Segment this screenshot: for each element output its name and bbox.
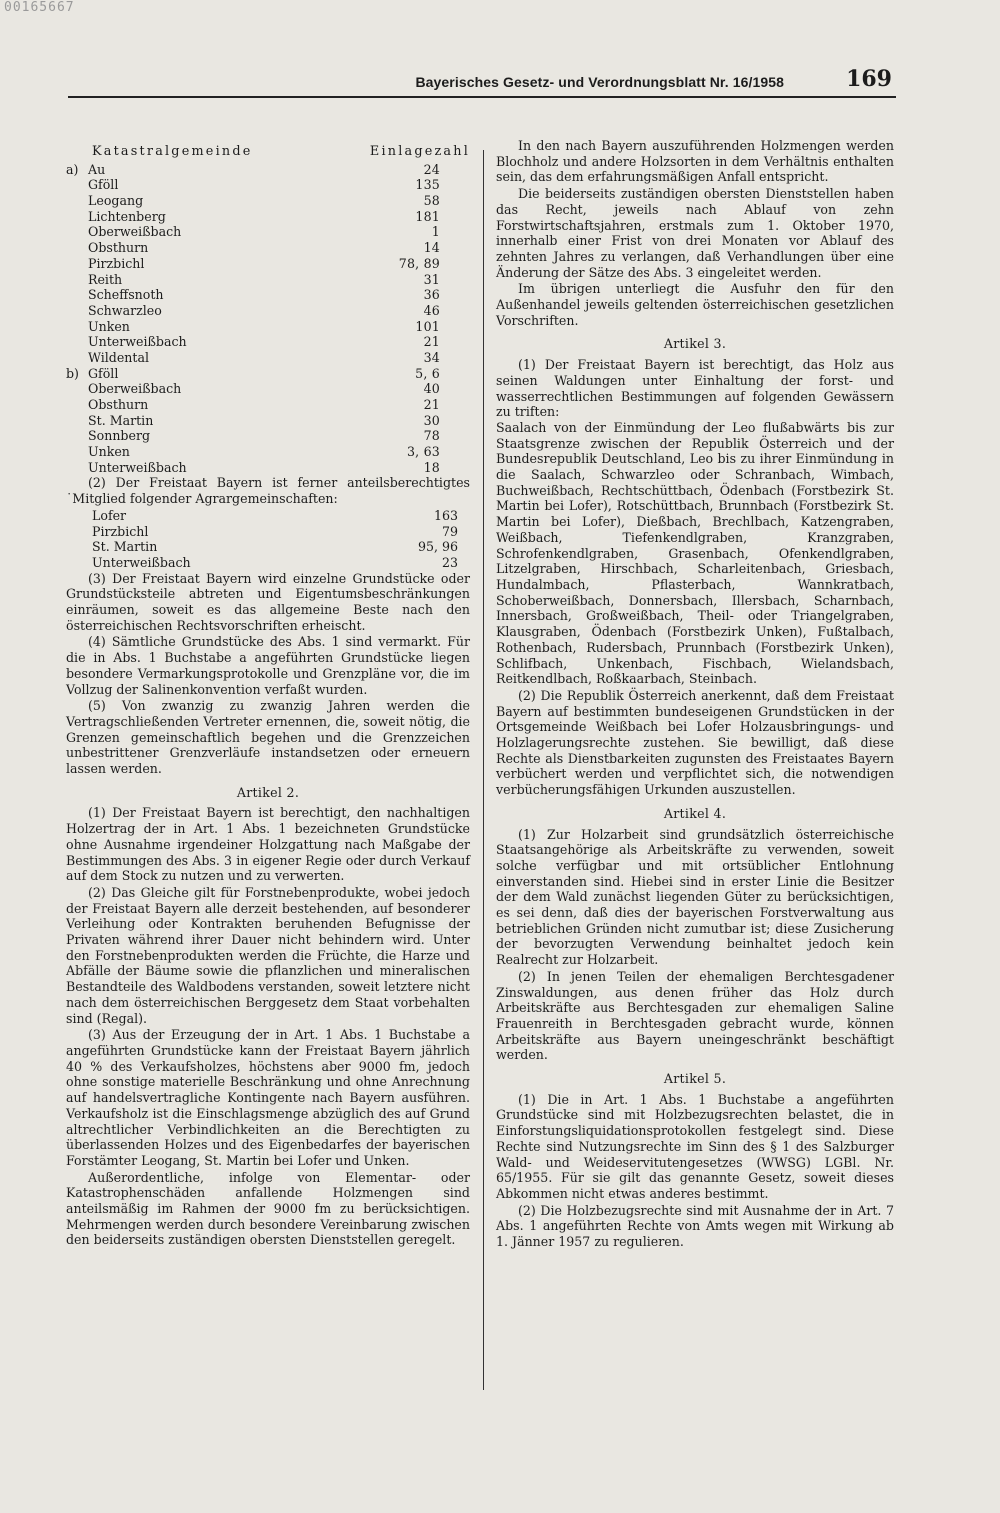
header-einlagezahl: Einlagezahl	[369, 144, 470, 159]
table-row	[66, 397, 470, 413]
katastralgemeinde-name: Pirzbichl	[88, 255, 145, 271]
article-5-heading: Artikel 5.	[663, 1071, 727, 1087]
katastralgemeinde-name: Gföll	[88, 177, 119, 193]
agrargemeinschaft-name: St. Martin	[92, 539, 158, 555]
katastral-table-header	[66, 144, 470, 160]
page-number: 169	[846, 66, 892, 92]
einlagezahl-value: 36	[423, 287, 440, 303]
article-4-heading: Artikel 4.	[663, 805, 727, 821]
agrargemeinschaft-name: Pirzbichl	[92, 523, 149, 539]
table-row	[66, 444, 470, 460]
article-2-heading: Artikel 2.	[236, 784, 300, 800]
table-row	[66, 381, 470, 397]
einlagezahl-value: 46	[423, 302, 440, 318]
row-label	[66, 319, 88, 335]
row-label	[66, 397, 88, 413]
paragraph-3: (3) Der Freistaat Bayern wird einzelne Grundstücke oder Grundstücksteile abtreten und Eigentumsbeschränkungen einräumen, soweit es das allgemeine Beste nach den österreichischen Rechtsvorschriften erheischt.	[66, 570, 470, 633]
article-2-paragraph-3: (3) Aus der Erzeugung der in Art. 1 Abs. 1 Buchstabe a angeführten Grundstücke kann der Freistaat Bayern jährlich 40 % des Verkaufsholzes, höchstens aber 9000 fm, jedoch ohne sonstige materielle Beschränkung und ohne Anrechnung auf handelsvertragliche Kontingente nach Bayern ausführen. Verkaufsholz ist die Einschlagsmenge abzüglich des auf Grund altrechtlicher Verbindlichkeiten an die Berechtigten zu überlassenden Holzes und des Eigenbedarfes der bayerischen Forstämter Leogang, St. Martin bei Lofer und Unken.	[66, 1027, 470, 1168]
row-label	[66, 240, 88, 256]
row-label	[66, 428, 88, 444]
katastralgemeinde-name: St. Martin	[88, 412, 154, 428]
row-label: a)	[66, 161, 79, 177]
row-label	[66, 193, 88, 209]
paragraph-4: (4) Sämtliche Grundstücke des Abs. 1 sind vermarkt. Für die in Abs. 1 Buchstabe a angeführten Grundstücke liegen besondere Vermarkungsprotokolle und Grenzpläne vor, die im Vollzug der Salinenkonvention verfaßt wurden.	[66, 634, 470, 697]
katastralgemeinde-name: Unterweißbach	[88, 459, 187, 475]
einlagezahl-value: 58	[423, 193, 440, 209]
row-label: b)	[66, 365, 79, 381]
agrargemeinschaft-value: 79	[441, 523, 458, 539]
list-item	[66, 508, 470, 524]
einlagezahl-value: 34	[423, 349, 440, 365]
table-row	[66, 350, 470, 366]
table-row	[66, 334, 470, 350]
table-row	[66, 428, 470, 444]
row-label	[66, 256, 88, 272]
einlagezahl-value: 5, 6	[415, 365, 440, 381]
archive-number: 00165667	[4, 0, 75, 15]
column-divider	[483, 150, 484, 1390]
article-2-paragraph-2: (2) Das Gleiche gilt für Forstnebenprodukte, wobei jedoch der Freistaat Bayern alle derzeit bestehenden, auf besonderer Verleihung oder Kontrakten beruhenden Befugnisse der Privaten während ihrer Dauer nicht behindern wird. Unter den Forstnebenprodukten werden die Früchte, die Harze und Abfälle der Bäume sowie die pflanzlichen und mineralischen Bestandteile des Waldbodens verstanden, soweit letztere nicht nach dem österreichischen Berggesetz dem Staat vorbehalten sind (Regal).	[66, 884, 470, 1026]
article-2-paragraph-4: Außerordentliche, infolge von Elementar- oder Katastrophenschäden anfallende Holzmengen sind anteilsmäßig im Rahmen der 9000 fm zu berücksichtigen. Mehrmengen werden durch besondere Vereinbarung zwischen den beiderseits zuständigen obersten Dienststellen geregelt.	[66, 1169, 470, 1248]
article-3-paragraph-1: (1) Der Freistaat Bayern ist berechtigt, das Holz aus seinen Waldungen unter Einhaltung der forst- und wasserrechtlichen Bestimmungen auf folgenden Gewässern zu triften:	[496, 357, 894, 420]
left-column	[66, 138, 470, 1249]
einlagezahl-value: 30	[423, 412, 440, 428]
paragraph-blochholz: In den nach Bayern auszuführenden Holzmengen werden Blochholz und andere Holzsorten in dem Verhältnis enthalten sein, das dem erfahrungsmäßigen Anfall entspricht.	[496, 138, 894, 185]
table-row	[66, 303, 470, 319]
table-row	[66, 319, 470, 335]
agrargemeinschaft-value: 163	[433, 507, 458, 523]
table-row	[66, 413, 470, 429]
katastralgemeinde-name: Obsthurn	[88, 240, 149, 256]
katastralgemeinde-name: Leogang	[88, 193, 144, 209]
row-label	[66, 287, 88, 303]
katastralgemeinde-name: Lichtenberg	[88, 208, 166, 224]
einlagezahl-value: 24	[423, 161, 440, 177]
einlagezahl-value: 14	[423, 240, 440, 256]
article-3-heading: Artikel 3.	[663, 336, 727, 352]
katastralgemeinde-name: Gföll	[88, 365, 119, 381]
article-5-paragraph-2: (2) Die Holzbezugsrechte sind mit Ausnahme der in Art. 7 Abs. 1 angeführten Rechte von Amts wegen mit Wirkung ab 1. Jänner 1957 zu regulieren.	[496, 1202, 894, 1250]
table-row	[66, 240, 470, 256]
table-row	[66, 209, 470, 225]
article-2-paragraph-1: (1) Der Freistaat Bayern ist berechtigt, den nachhaltigen Holzertrag der in Art. 1 Abs. 1 bezeichneten Grundstücke ohne Ausnahme irgendeiner Holzgattung nach Maßgabe der Bestimmungen des Abs. 3 in eigener Regie oder durch Verkauf auf dem Stock zu nutzen und zu verwerten.	[66, 805, 470, 884]
row-label	[66, 460, 88, 476]
article-3-paragraph-2: (2) Die Republik Österreich anerkennt, daß dem Freistaat Bayern auf bestimmten bundeseigenen Grundstücken in der Ortsgemeinde Weißbach bei Lofer Holzausbringungs- und Holzlagerungsrechte zustehen. Sie bewilligt, daß diese Rechte als Dienstbarkeiten zugunsten des Freistaates Bayern verbüchert werden und verpflichtet sich, die notwendigen verbücherungsfähigen Urkunden auszustellen.	[496, 687, 894, 798]
row-label	[66, 177, 88, 193]
einlagezahl-value: 78, 89	[398, 255, 440, 271]
einlagezahl-value: 135	[415, 177, 440, 193]
row-label	[66, 272, 88, 288]
katastralgemeinde-name: Obsthurn	[88, 397, 149, 413]
einlagezahl-value: 31	[423, 271, 440, 287]
katastralgemeinde-name: Schwarzleo	[88, 302, 162, 318]
einlagezahl-value: 181	[415, 208, 440, 224]
einlagezahl-value: 21	[423, 334, 440, 350]
katastralgemeinde-name: Sonnberg	[88, 428, 151, 444]
katastralgemeinde-name: Oberweißbach	[88, 224, 182, 240]
list-item	[66, 524, 470, 540]
paragraph-5: (5) Von zwanzig zu zwanzig Jahren werden die Vertragschließenden Vertreter ernennen, die, soweit nötig, die Grenzen gemeinschaftlich begehen und die Grenzzeichen unbestrittener Grenzverläufe instandsetzen oder erneuern lassen werden.	[66, 698, 470, 777]
row-label	[66, 381, 88, 397]
agrargemeinschaft-name: Lofer	[92, 507, 127, 523]
article-4-paragraph-1: (1) Zur Holzarbeit sind grundsätzlich österreichische Staatsangehörige als Arbeitskräfte zu verwenden, soweit solche verfügbar und mit ortsüblicher Entlohnung einverstanden sind. Hiebei sind in erster Linie die Besitzer der dem Wald zunächst liegenden Güter zu berücksichtigen, es sei denn, daß dies der bayerischen Forstverwaltung aus betrieblichen Gründen nicht zumutbar ist; diese Zusicherung der bevorzugten Verwendung beinhaltet jedoch kein Realrecht zur Holzarbeit.	[496, 826, 894, 968]
table-row	[66, 366, 470, 382]
einlagezahl-value: 101	[415, 318, 440, 334]
header-katastralgemeinde: Katastralgemeinde	[92, 144, 253, 159]
row-label	[66, 209, 88, 225]
einlagezahl-value: 78	[423, 428, 440, 444]
list-item	[66, 539, 470, 555]
table-row	[66, 460, 470, 476]
table-row	[66, 162, 470, 178]
row-label	[66, 413, 88, 429]
row-label	[66, 334, 88, 350]
table-row	[66, 272, 470, 288]
table-row	[66, 287, 470, 303]
table-row	[66, 193, 470, 209]
agrargemeinschaft-value: 23	[441, 554, 458, 570]
katastral-table	[66, 162, 470, 476]
article-3-waters-list: Saalach von der Einmündung der Leo flußabwärts bis zur Staatsgrenze zwischen der Republik Österreich und der Bundesrepublik Deutschland, Leo bis zu ihrer Einmündung in die Saalach, Schwarzleo oder Schranbach, Wimbach, Buchweißbach, Rechtschüttbach, Ödenbach (Forstbezirk St. Martin bei Lofer), Rotschüttbach, Brunnbach (Forstbezirk St. Martin bei Lofer), Dießbach, Brechlbach, Katzengraben, Weißbach, Tiefenkendlgraben, Kranzgraben, Schrofenkendlgraben, Grasenbach, Ofenkendlgraben, Litzelgraben, Hirschbach, Scharleitenbach, Griesbach, Hundalmbach, Pflasterbach, Wannkratbach, Schoberweißbach, Donnersbach, Illersbach, Scharnbach, Innersbach, Großweißbach, Theil- oder Triangelgraben, Klausgraben, Ödenbach (Forstbezirk Unken), Fußtalbach, Rothenbach, Rudersbach, Prunnbach (Forstbezirk Unken), Schlifbach, Unkenbach, Fischbach, Wielandsbach, Reitkendlbach, Roßkaarbach, Steinbach.	[496, 419, 894, 687]
row-label	[66, 303, 88, 319]
katastralgemeinde-name: Au	[88, 161, 106, 177]
row-label	[66, 224, 88, 240]
right-column	[496, 138, 894, 1251]
einlagezahl-value: 3, 63	[406, 444, 440, 460]
table-row	[66, 224, 470, 240]
katastralgemeinde-name: Unterweißbach	[88, 334, 187, 350]
katastralgemeinde-name: Oberweißbach	[88, 381, 182, 397]
katastralgemeinde-name: Unken	[88, 318, 130, 334]
article-4-paragraph-2: (2) In jenen Teilen der ehemaligen Berchtesgadener Zinswaldungen, aus denen früher das Holz durch Arbeitskräfte aus Berchtesgaden zur ehemaligen Saline Frauenreith in Berchtesgaden gebracht wurde, können Arbeitskräfte aus Bayern uneingeschränkt beschäftigt werden.	[496, 968, 894, 1063]
row-label	[66, 350, 88, 366]
article-5-paragraph-1: (1) Die in Art. 1 Abs. 1 Buchstabe a angeführten Grundstücke sind mit Holzbezugsrechten belastet, die in Einforstungsliquidationsprotokollen festgelegt sind. Diese Rechte sind Nutzungsrechte im Sinn des § 1 des Salzburger Wald- und Weideservitutengesetzes (WWSG) LGBl. Nr. 65/1955. Für sie gilt das genannte Gesetz, soweit dieses Abkommen nicht etwas anderes bestimmt.	[496, 1091, 894, 1201]
table-row	[66, 256, 470, 272]
table-row	[66, 177, 470, 193]
einlagezahl-value: 1	[431, 224, 440, 240]
agrargemeinschaft-value: 95, 96	[417, 539, 458, 555]
katastralgemeinde-name: Wildental	[88, 349, 150, 365]
katastralgemeinde-name: Unken	[88, 444, 130, 460]
einlagezahl-value: 18	[423, 459, 440, 475]
katastralgemeinde-name: Reith	[88, 271, 123, 287]
katastralgemeinde-name: Scheffsnoth	[88, 287, 164, 303]
agrargemeinschaften-list	[66, 508, 470, 571]
list-item	[66, 555, 470, 571]
paragraph-2: (2) Der Freistaat Bayern ist ferner anteilsberechtigtes ˙Mitglied folgender Agrargemeinschaften:	[66, 475, 470, 507]
paragraph-dienststellen: Die beiderseits zuständigen obersten Dienststellen haben das Recht, jeweils nach Ablauf von zehn Forstwirtschaftsjahren, erstmals zum 1. Oktober 1970, innerhalb einer Frist von drei Monaten vor Ablauf des zehnten Jahres zu verlangen, daß Verhandlungen über eine Änderung der Sätze des Abs. 3 eingeleitet werden.	[496, 186, 894, 280]
einlagezahl-value: 21	[423, 397, 440, 413]
row-label	[66, 444, 88, 460]
paragraph-ausfuhr: Im übrigen unterliegt die Ausfuhr den für den Außenhandel jeweils geltenden österreichischen gesetzlichen Vorschriften.	[496, 281, 894, 328]
agrargemeinschaft-name: Unterweißbach	[92, 554, 191, 570]
gazette-title: Bayerisches Gesetz- und Verordnungsblatt Nr. 16/1958	[415, 74, 784, 90]
einlagezahl-value: 40	[423, 381, 440, 397]
page-header	[68, 66, 896, 98]
